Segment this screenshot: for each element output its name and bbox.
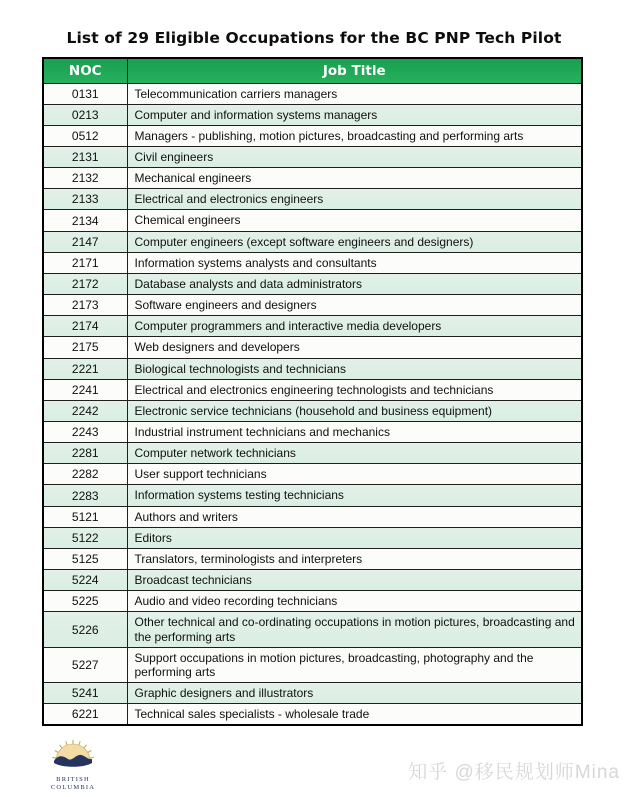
zhihu-watermark: 知乎 @移民规划师Mina [408, 762, 620, 783]
job-title-cell: Computer programmers and interactive media developers [127, 316, 582, 337]
column-header-noc: NOC [43, 58, 127, 83]
table-body [43, 83, 582, 725]
table-row [43, 704, 582, 726]
occupations-table [42, 57, 583, 726]
page-title: List of 29 Eligible Occupations for the BC PNP Tech Pilot [66, 29, 562, 47]
noc-cell: 2175 [43, 337, 127, 358]
job-title-cell: Civil engineers [127, 146, 582, 167]
table-row [43, 210, 582, 231]
noc-cell: 2283 [43, 485, 127, 506]
job-title-cell: Mechanical engineers [127, 168, 582, 189]
noc-cell: 2171 [43, 252, 127, 273]
job-title-cell: Editors [127, 527, 582, 548]
noc-cell: 2241 [43, 379, 127, 400]
noc-cell: 2174 [43, 316, 127, 337]
table-row [43, 295, 582, 316]
noc-cell: 2147 [43, 231, 127, 252]
table-row [43, 231, 582, 252]
noc-cell: 0512 [43, 125, 127, 146]
table-row [43, 548, 582, 569]
table-row [43, 125, 582, 146]
noc-cell: 2134 [43, 210, 127, 231]
noc-cell: 2131 [43, 146, 127, 167]
job-title-cell: Translators, terminologists and interpreters [127, 548, 582, 569]
table-row [43, 252, 582, 273]
logo-text-line2: COLUMBIA [50, 783, 96, 791]
job-title-cell: User support technicians [127, 464, 582, 485]
noc-cell: 2172 [43, 273, 127, 294]
noc-cell: 5122 [43, 527, 127, 548]
table-row [43, 647, 582, 682]
job-title-cell: Biological technologists and technicians [127, 358, 582, 379]
noc-cell: 5241 [43, 683, 127, 704]
table-row [43, 464, 582, 485]
noc-cell: 2221 [43, 358, 127, 379]
job-title-cell: Industrial instrument technicians and mechanics [127, 422, 582, 443]
table-row [43, 443, 582, 464]
noc-cell: 5225 [43, 591, 127, 612]
noc-cell: 5121 [43, 506, 127, 527]
noc-cell: 2133 [43, 189, 127, 210]
job-title-cell: Computer and information systems managers [127, 104, 582, 125]
table-row [43, 400, 582, 421]
column-header-job-title: Job Title [127, 58, 582, 83]
noc-cell: 0213 [43, 104, 127, 125]
table-row [43, 591, 582, 612]
job-title-cell: Telecommunication carriers managers [127, 83, 582, 104]
table-header-row [43, 58, 582, 83]
noc-cell: 2282 [43, 464, 127, 485]
table-row [43, 612, 582, 647]
british-columbia-logo [38, 739, 108, 792]
table-row [43, 485, 582, 506]
table-row [43, 273, 582, 294]
job-title-cell: Computer engineers (except software engineers and designers) [127, 231, 582, 252]
job-title-cell: Support occupations in motion pictures, broadcasting, photography and the performing arts [127, 647, 582, 682]
noc-cell: 2132 [43, 168, 127, 189]
table-row [43, 683, 582, 704]
job-title-cell: Web designers and developers [127, 337, 582, 358]
job-title-cell: Information systems analysts and consultants [127, 252, 582, 273]
job-title-cell: Computer network technicians [127, 443, 582, 464]
noc-cell: 5227 [43, 647, 127, 682]
job-title-cell: Graphic designers and illustrators [127, 683, 582, 704]
noc-cell: 5226 [43, 612, 127, 647]
job-title-cell: Technical sales specialists - wholesale trade [127, 704, 582, 726]
job-title-cell: Electrical and electronics engineering technologists and technicians [127, 379, 582, 400]
table-row [43, 316, 582, 337]
noc-cell: 2281 [43, 443, 127, 464]
table-row [43, 422, 582, 443]
table-row [43, 506, 582, 527]
noc-cell: 0131 [43, 83, 127, 104]
noc-cell: 2243 [43, 422, 127, 443]
logo-text-line1: BRITISH [56, 775, 90, 783]
job-title-cell: Chemical engineers [127, 210, 582, 231]
job-title-cell: Managers - publishing, motion pictures, broadcasting and performing arts [127, 125, 582, 146]
table-row [43, 379, 582, 400]
job-title-cell: Other technical and co-ordinating occupations in motion pictures, broadcasting and the performing arts [127, 612, 582, 647]
table-row [43, 189, 582, 210]
table-row [43, 168, 582, 189]
noc-cell: 6221 [43, 704, 127, 726]
noc-cell: 2173 [43, 295, 127, 316]
noc-cell: 5125 [43, 548, 127, 569]
noc-cell: 5224 [43, 570, 127, 591]
noc-cell: 2242 [43, 400, 127, 421]
table-row [43, 570, 582, 591]
bc-sunrise-icon [42, 739, 104, 771]
job-title-cell: Audio and video recording technicians [127, 591, 582, 612]
table-row [43, 104, 582, 125]
table-row [43, 146, 582, 167]
job-title-cell: Broadcast technicians [127, 570, 582, 591]
table-row [43, 358, 582, 379]
table-row [43, 337, 582, 358]
job-title-cell: Software engineers and designers [127, 295, 582, 316]
job-title-cell: Electronic service technicians (household and business equipment) [127, 400, 582, 421]
job-title-cell: Information systems testing technicians [127, 485, 582, 506]
job-title-cell: Database analysts and data administrators [127, 273, 582, 294]
job-title-cell: Electrical and electronics engineers [127, 189, 582, 210]
table-row [43, 527, 582, 548]
table-row [43, 83, 582, 104]
job-title-cell: Authors and writers [127, 506, 582, 527]
